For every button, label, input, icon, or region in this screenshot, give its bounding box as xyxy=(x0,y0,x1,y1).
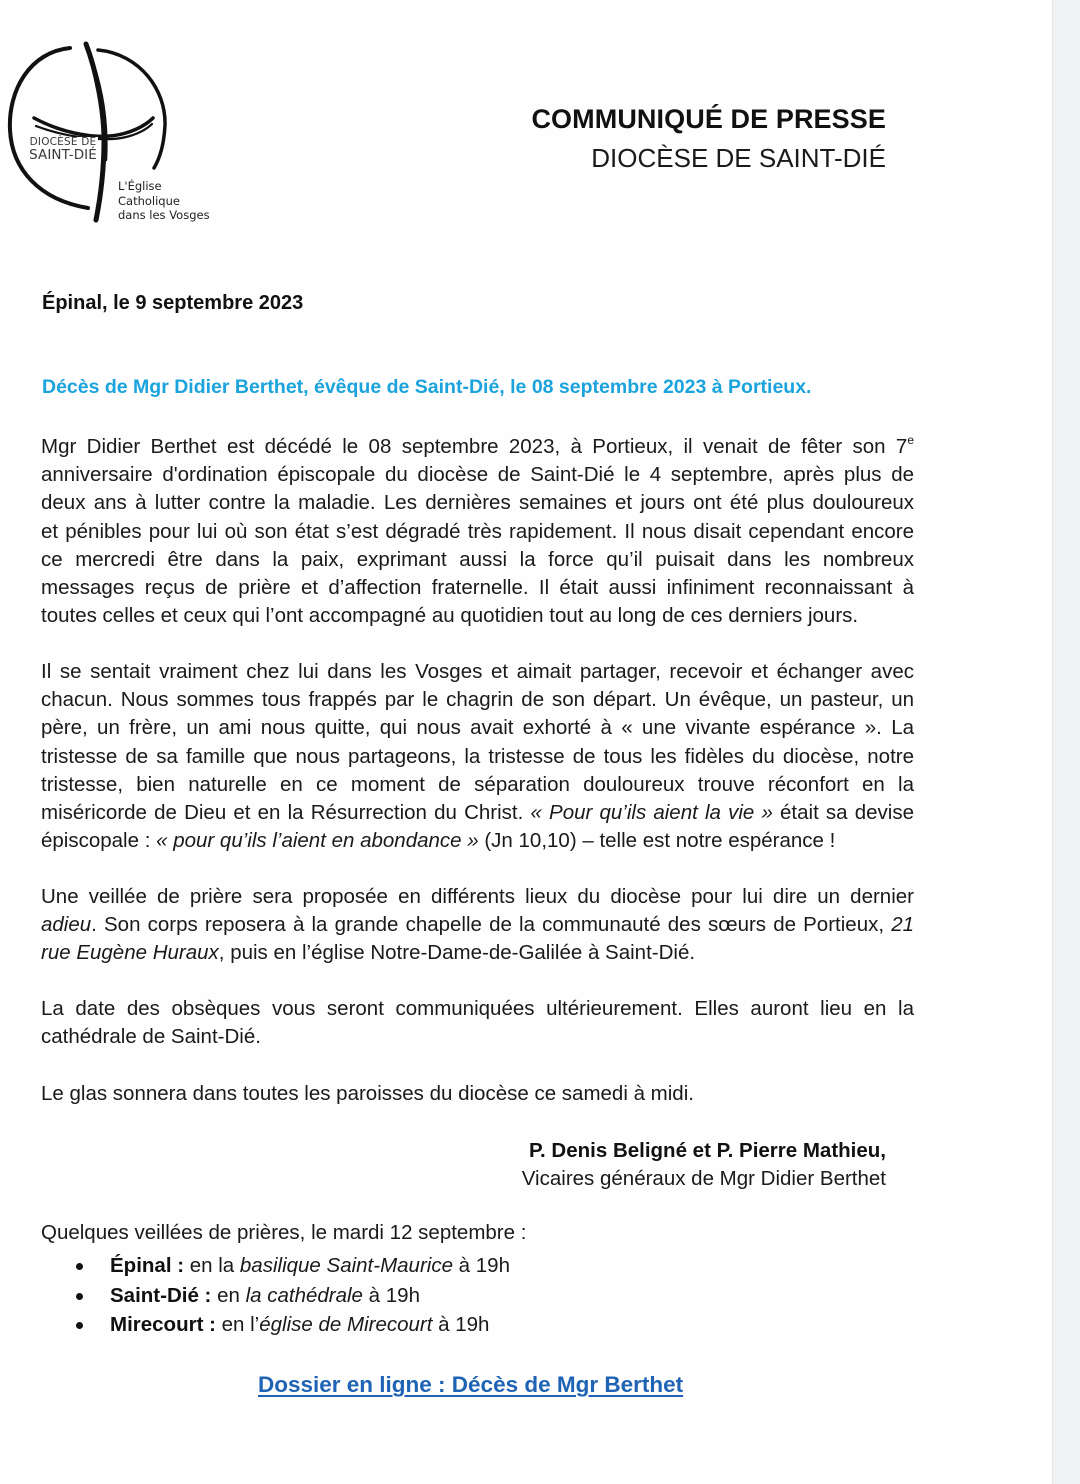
vigil-place: basilique Saint-Maurice xyxy=(239,1254,453,1277)
text-span: , puis en l’église Notre-Dame-de-Galilée à Saint-Dié. xyxy=(218,941,696,965)
text-line: cathédrale de Saint-Dié. xyxy=(41,1025,261,1049)
signature-block xyxy=(522,1137,886,1193)
press-release-title: COMMUNIQUÉ DE PRESSE xyxy=(531,104,886,134)
vigils-intro: Quelques veillées de prières, le mardi 12 septembre : xyxy=(41,1221,527,1244)
viewer-side-gutter xyxy=(1052,0,1080,1484)
text-span: était sa devise xyxy=(772,801,914,825)
press-release-subtitle: DIOCÈSE DE SAINT-DIÉ xyxy=(591,143,886,173)
text-em: 21 xyxy=(891,913,914,937)
logo-tagline-line: Catholique xyxy=(118,193,180,208)
text-line xyxy=(41,939,914,967)
bullet-icon xyxy=(76,1293,83,1300)
logo-name-line2: SAINT-DIÉ xyxy=(29,147,97,164)
text-span: en la xyxy=(184,1254,240,1277)
paragraph-4 xyxy=(41,995,914,1051)
text-span: Mgr Didier Berthet est décédé le 08 septembre 2023, à Portieux, il venait de fêter son 7 xyxy=(41,435,908,458)
list-item xyxy=(0,1310,510,1340)
vigil-place: église de Mirecourt xyxy=(259,1313,433,1336)
text-span: (Jn 10,10) – telle est notre espérance ! xyxy=(478,829,836,853)
logo-diocese-name xyxy=(28,137,98,162)
text-span: . Son corps reposera à la grande chapelle de la communauté des sœurs de Portieux, xyxy=(91,913,892,937)
vigil-time: à 19h xyxy=(362,1283,420,1307)
text-line: chacun. Nous sommes tous frappés par le chagrin de son départ. Un évêque, un pasteur, un xyxy=(41,688,914,712)
paragraph-2 xyxy=(41,658,914,855)
vigil-city: Épinal : xyxy=(110,1254,185,1277)
vigil-time: à 19h xyxy=(432,1313,490,1336)
logo-tagline-line: dans les Vosges xyxy=(118,208,210,222)
text-span: épiscopale : xyxy=(41,829,157,853)
text-line: anniversaire d'ordination épiscopale du diocèse de Saint-Dié le 4 septembre, après plus de xyxy=(41,463,914,487)
vigil-place: la cathédrale xyxy=(245,1283,363,1307)
address-em: rue Eugène Huraux xyxy=(41,941,219,965)
text-line: La date des obsèques vous seront communiquées ultérieurement. Elles auront lieu en la xyxy=(41,997,914,1020)
dateline: Épinal, le 9 septembre 2023 xyxy=(42,292,304,314)
paragraph-1 xyxy=(41,433,914,630)
text-em: adieu xyxy=(41,913,92,937)
text-line: toutes celles et ceux qui l’ont accompagné au quotidien tout au long de ces derniers jours. xyxy=(41,604,859,628)
text-line: père, un frère, un ami nous quitte, qui nous avait exhorté à « une vivante espérance ». La xyxy=(41,716,914,740)
text-line: Une veillée de prière sera proposée en différents lieux du diocèse pour lui dire un dernier xyxy=(41,885,914,908)
diocese-logo xyxy=(0,40,220,230)
list-item xyxy=(0,1281,510,1311)
text-line: ce mercredi être dans la paix, exprimant aussi la force qu’il puisait dans les nombreux xyxy=(41,547,914,571)
motto-quote: « Pour qu’ils aient la vie » xyxy=(530,801,773,825)
signatory-role: Vicaires généraux de Mgr Didier Berthet xyxy=(521,1167,886,1190)
scripture-quote: « pour qu’ils l’aient en abondance » xyxy=(156,829,479,853)
text-line: Le glas sonnera dans toutes les paroisses du diocèse ce samedi à midi. xyxy=(41,1082,694,1105)
online-dossier-link[interactable]: Dossier en ligne : Décès de Mgr Berthet xyxy=(258,1372,684,1397)
signatory-names: P. Denis Beligné et P. Pierre Mathieu, xyxy=(529,1139,886,1162)
bullet-icon xyxy=(76,1322,83,1329)
text-line xyxy=(41,799,914,827)
logo-name-line1: DIOCÈSE DE xyxy=(29,136,97,148)
vigils-list xyxy=(0,1251,510,1340)
logo-tagline xyxy=(118,179,210,223)
text-line xyxy=(41,827,914,855)
vigil-time: à 19h xyxy=(452,1254,510,1277)
text-line xyxy=(41,433,914,461)
paragraph-3 xyxy=(41,883,914,968)
vigil-city: Mirecourt : xyxy=(110,1313,216,1336)
text-line: deux ans à lutter contre la maladie. Les dernières semaines et jours ont été plus douloureux xyxy=(41,491,914,515)
bullet-icon xyxy=(76,1263,83,1270)
logo-tagline-line: L'Église xyxy=(118,179,162,193)
text-line: tristesse de sa famille que nous partageons, la tristesse de tous les fidèles du diocèse, notre xyxy=(41,744,914,768)
vigil-city: Saint-Dié : xyxy=(110,1283,212,1307)
text-line: tristesse, bien naturelle en ce moment de séparation douloureux trouve réconfort en la xyxy=(41,772,914,796)
superscript: e xyxy=(907,433,914,447)
text-line: et pénibles pour lui où son état s’est dégradé très rapidement. Il nous disait cependant encore xyxy=(41,519,914,543)
headline: Décès de Mgr Didier Berthet, évêque de Saint-Dié, le 08 septembre 2023 à Portieux. xyxy=(42,376,812,398)
text-line: messages reçus de prière et d’affection fraternelle. Il était aussi infiniment reconnaissant à xyxy=(41,576,914,600)
text-span: en xyxy=(211,1283,246,1307)
text-line xyxy=(41,911,914,939)
text-line: Il se sentait vraiment chez lui dans les Vosges et aimait partager, recevoir et échanger avec xyxy=(41,660,914,683)
list-item xyxy=(0,1251,510,1281)
text-span: en l’ xyxy=(215,1313,260,1336)
paragraph-5 xyxy=(41,1080,914,1108)
text-span: miséricorde de Dieu et en la Résurrection du Christ. xyxy=(41,801,531,825)
